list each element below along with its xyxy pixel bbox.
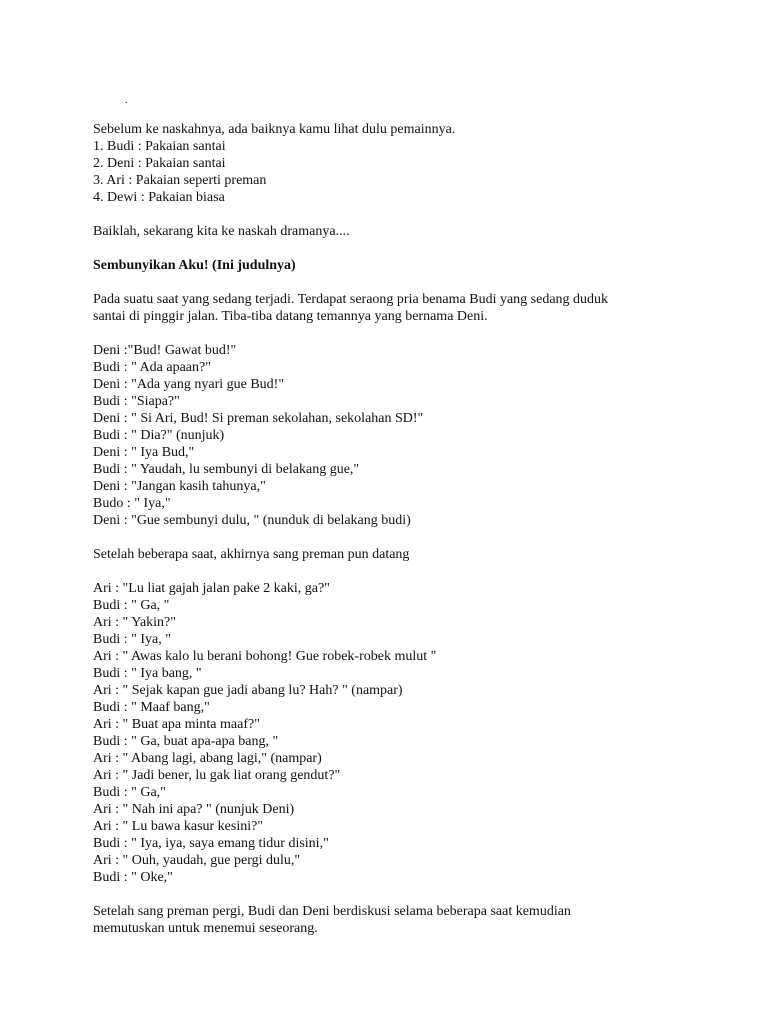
dialog-line: Budi : " Ga, buat apa-apa bang, " bbox=[93, 734, 279, 749]
dialog-line: Budi : " Iya bang, " bbox=[93, 666, 202, 681]
dialog-line: Budi : " Iya, " bbox=[93, 632, 171, 647]
scene-paragraph: Setelah beberapa saat, akhirnya sang preman pun datang bbox=[93, 547, 410, 562]
cast-item: 3. Ari : Pakaian seperti preman bbox=[93, 173, 267, 188]
dialog-line: Ari : " Lu bawa kasur kesini?" bbox=[93, 819, 264, 834]
dialog-line: Budi : " Ga, " bbox=[93, 598, 170, 613]
dialog-line: Budi : "Siapa?" bbox=[93, 394, 180, 409]
dialog-block-2 bbox=[93, 580, 733, 886]
cast-list bbox=[93, 138, 733, 206]
dialog-line: Ari : " Buat apa minta maaf?" bbox=[93, 717, 260, 732]
dialog-line: Ari : "Lu liat gajah jalan pake 2 kaki, ga?" bbox=[93, 581, 330, 596]
dialog-line: Ari : " Yakin?" bbox=[93, 615, 176, 630]
dialog-line: Budi : " Dia?" (nunjuk) bbox=[93, 428, 225, 443]
intro-text: Sebelum ke naskahnya, ada baiknya kamu lihat dulu pemainnya. bbox=[93, 122, 456, 137]
cast-item: 4. Dewi : Pakaian biasa bbox=[93, 190, 225, 205]
dialog-block-1 bbox=[93, 342, 733, 529]
stray-mark: . bbox=[125, 95, 128, 106]
scene-paragraph: memutuskan untuk menemui seseorang. bbox=[93, 921, 318, 936]
dialog-line: Deni : " Si Ari, Bud! Si preman sekolahan, sekolahan SD!" bbox=[93, 411, 424, 426]
dialog-line: Budi : " Ada apaan?" bbox=[93, 360, 211, 375]
scene-paragraph: Pada suatu saat yang sedang terjadi. Terdapat seraong pria benama Budi yang sedang duduk bbox=[93, 292, 609, 307]
dialog-line: Ari : " Nah ini apa? " (nunjuk Deni) bbox=[93, 802, 295, 817]
dialog-line: Budo : " Iya," bbox=[93, 496, 171, 511]
dialog-line: Ari : " Jadi bener, lu gak liat orang gendut?" bbox=[93, 768, 341, 783]
dialog-line: Ari : " Awas kalo lu berani bohong! Gue robek-robek mulut " bbox=[93, 649, 437, 664]
scene-paragraph: Setelah sang preman pergi, Budi dan Deni berdiskusi selama beberapa saat kemudian bbox=[93, 904, 571, 919]
cast-item: 1. Budi : Pakaian santai bbox=[93, 139, 226, 154]
dialog-line: Budi : " Maaf bang," bbox=[93, 700, 210, 715]
dialog-line: Budi : " Ga," bbox=[93, 785, 166, 800]
script-title: Sembunyikan Aku! (Ini judulnya) bbox=[93, 258, 296, 273]
scene-paragraph: santai di pinggir jalan. Tiba-tiba datang temannya yang bernama Deni. bbox=[93, 309, 488, 324]
dialog-line: Deni : "Gue sembunyi dulu, " (nunduk di belakang budi) bbox=[93, 513, 411, 528]
transition-text: Baiklah, sekarang kita ke naskah dramanya.... bbox=[93, 224, 350, 239]
dialog-line: Deni : "Jangan kasih tahunya," bbox=[93, 479, 266, 494]
dialog-line: Deni : "Ada yang nyari gue Bud!" bbox=[93, 377, 285, 392]
dialog-line: Ari : " Abang lagi, abang lagi," (nampar) bbox=[93, 751, 322, 766]
document-body bbox=[93, 96, 733, 937]
dialog-line: Budi : " Oke," bbox=[93, 870, 173, 885]
dialog-line: Ari : " Sejak kapan gue jadi abang lu? Hah? " (nampar) bbox=[93, 683, 403, 698]
dialog-line: Budi : " Iya, iya, saya emang tidur disini," bbox=[93, 836, 329, 851]
dialog-line: Deni :"Bud! Gawat bud!" bbox=[93, 343, 237, 358]
dialog-line: Ari : " Ouh, yaudah, gue pergi dulu," bbox=[93, 853, 301, 868]
dialog-line: Budi : " Yaudah, lu sembunyi di belakang gue," bbox=[93, 462, 360, 477]
cast-item: 2. Deni : Pakaian santai bbox=[93, 156, 226, 171]
dialog-line: Deni : " Iya Bud," bbox=[93, 445, 195, 460]
